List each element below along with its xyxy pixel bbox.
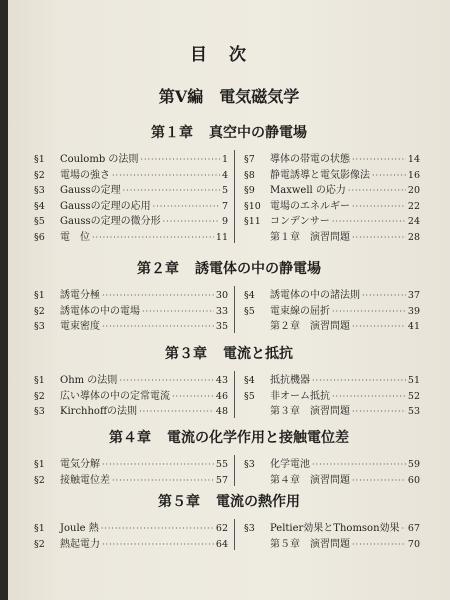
page-number: 48 — [215, 406, 228, 417]
section-title: 第２章 演習問題 — [270, 321, 350, 332]
section-title: 電場のエネルギー — [270, 200, 350, 212]
page-number: 33 — [215, 305, 228, 317]
page-number: 41 — [407, 321, 420, 332]
toc-entry[interactable] — [244, 402, 420, 418]
toc-entry[interactable] — [34, 471, 234, 487]
section-title: Maxwell の応力 — [270, 185, 346, 196]
toc-entry[interactable] — [34, 228, 234, 244]
toc-entry[interactable] — [244, 519, 420, 535]
toc-entry[interactable] — [244, 150, 420, 166]
toc-entry[interactable] — [34, 166, 234, 182]
section-number: §5 — [244, 390, 255, 402]
chapter-heading — [8, 258, 450, 280]
toc-entry[interactable] — [244, 387, 420, 403]
leader-dots — [102, 291, 214, 300]
leader-dots — [372, 171, 406, 180]
section-title: 電束密度 — [60, 321, 100, 332]
leader-dots — [352, 476, 406, 485]
page-number: 62 — [215, 523, 228, 534]
page-number: 11 — [215, 231, 228, 243]
page-number: 28 — [407, 231, 420, 243]
section-number: §3 — [34, 185, 45, 196]
page-number: 46 — [215, 390, 228, 402]
section-number: §4 — [244, 290, 255, 301]
section-number: §5 — [34, 216, 45, 227]
page-number: 1 — [221, 154, 228, 165]
page-number: 59 — [407, 459, 420, 470]
page-number: 67 — [407, 523, 420, 534]
section-title: 化学電池 — [270, 459, 310, 470]
section-title: Gaussの定理の応用 — [60, 200, 151, 212]
toc-entry[interactable] — [34, 197, 234, 213]
leader-dots — [348, 186, 406, 195]
toc-entry[interactable] — [34, 519, 234, 535]
chapter-number: 第２章 — [137, 261, 179, 277]
toc-column-left — [34, 150, 235, 243]
chapter-title: 電流の化学作用と接触電位差 — [167, 430, 349, 446]
leader-dots — [312, 376, 406, 385]
leader-dots — [102, 460, 214, 469]
section-title: Gaussの定理の微分形 — [60, 216, 161, 227]
section-title: 非オーム抵抗 — [270, 390, 330, 402]
section-number: §5 — [244, 305, 255, 317]
section-number: §2 — [34, 305, 45, 317]
section-title: Coulomb の法則 — [60, 154, 139, 165]
toc-entry[interactable] — [34, 387, 234, 403]
chapter-title: 真空中の静電場 — [209, 125, 307, 141]
leader-dots — [139, 407, 214, 416]
leader-dots — [352, 407, 406, 416]
toc-entry[interactable] — [244, 455, 420, 471]
toc-entry[interactable] — [34, 535, 234, 551]
section-number: §4 — [34, 200, 45, 212]
toc-entry[interactable] — [34, 286, 234, 302]
section-title: 電場の強さ — [60, 169, 110, 181]
page-number: 35 — [215, 321, 228, 332]
section-number: §3 — [244, 459, 255, 470]
section-title: 熱起電力 — [60, 538, 100, 550]
book-page — [8, 0, 450, 600]
page-number: 43 — [215, 375, 228, 386]
toc-entry[interactable] — [34, 317, 234, 333]
section-title: 第５章 演習問題 — [270, 538, 350, 550]
toc-entry[interactable] — [244, 212, 420, 228]
toc-column-right — [244, 455, 420, 486]
page-number: 16 — [407, 169, 420, 181]
page-number: 55 — [215, 459, 228, 470]
toc-entry[interactable] — [34, 455, 234, 471]
toc-entry[interactable] — [34, 212, 234, 228]
section-title: Kirchhoffの法則 — [60, 406, 138, 417]
toc-column-right — [244, 150, 420, 243]
page-number: 52 — [407, 390, 420, 402]
section-title: 広い導体の中の定常電流 — [60, 390, 170, 402]
toc-entry[interactable] — [34, 371, 234, 387]
section-title: 静電誘導と電気影像法 — [270, 169, 370, 181]
leader-dots — [153, 202, 220, 211]
leader-dots — [172, 392, 214, 401]
section-number: §3 — [34, 406, 45, 417]
leader-dots — [123, 186, 220, 195]
page-number: 24 — [407, 216, 420, 227]
leader-dots — [352, 155, 406, 164]
toc-entry[interactable] — [244, 302, 420, 318]
section-title: 誘電分極 — [60, 290, 100, 301]
chapter-heading — [8, 491, 450, 513]
toc-column-left — [34, 371, 235, 418]
leader-dots — [102, 540, 214, 549]
section-title: 第３章 演習問題 — [270, 406, 350, 417]
section-number: §3 — [244, 523, 255, 534]
leader-dots — [362, 291, 406, 300]
section-title: 電気分解 — [60, 459, 100, 470]
page-number: 51 — [407, 375, 420, 386]
section-number: §1 — [34, 154, 45, 165]
section-number: §3 — [34, 321, 45, 332]
section-number: §2 — [34, 390, 45, 402]
leader-dots — [352, 540, 406, 549]
section-title: 第４章 演習問題 — [270, 474, 350, 486]
leader-dots — [402, 524, 406, 533]
section-title: 接触電位差 — [60, 474, 110, 486]
section-number: §4 — [244, 375, 255, 386]
leader-dots — [119, 376, 214, 385]
section-title: Gaussの定理 — [60, 185, 121, 196]
leader-dots — [140, 155, 220, 164]
section-title: 電束線の屈折 — [270, 305, 330, 317]
toc-entry[interactable] — [244, 181, 420, 197]
chapter-block — [8, 427, 450, 486]
page-number: 5 — [221, 185, 228, 196]
toc-entry[interactable] — [34, 302, 234, 318]
section-number: §6 — [34, 231, 45, 243]
toc-entry[interactable] — [244, 166, 420, 182]
toc-entry[interactable] — [244, 535, 420, 551]
leader-dots — [332, 217, 406, 226]
section-title: 誘電体の中の諸法則 — [270, 290, 360, 301]
leader-dots — [112, 171, 220, 180]
leader-dots — [312, 460, 406, 469]
leader-dots — [352, 233, 406, 242]
section-title: 抵抗機器 — [270, 375, 310, 386]
section-number: §10 — [244, 200, 261, 212]
section-number: §2 — [34, 538, 45, 550]
page-number: 53 — [407, 406, 420, 417]
page-number: 70 — [407, 538, 420, 550]
chapter-heading — [8, 427, 450, 449]
chapter-block — [8, 343, 450, 417]
page-number: 20 — [407, 185, 420, 196]
chapter-number: 第５章 — [158, 494, 200, 510]
chapter-title: 電流の熱作用 — [216, 494, 300, 510]
toc-column-left — [34, 286, 235, 333]
toc-column-right — [244, 519, 420, 550]
toc-entry[interactable] — [34, 181, 234, 197]
page-number: 37 — [407, 290, 420, 301]
chapter-number: 第４章 — [109, 430, 151, 446]
leader-dots — [142, 307, 214, 316]
chapter-heading — [8, 122, 450, 144]
toc-column-left — [34, 519, 235, 550]
section-number: §8 — [244, 169, 255, 181]
toc-entry[interactable] — [34, 402, 234, 418]
leader-dots — [352, 322, 406, 331]
chapter-title: 電流と抵抗 — [223, 346, 293, 362]
toc-entry[interactable] — [244, 371, 420, 387]
section-title: Peltier効果とThomson効果 — [270, 523, 400, 534]
leader-dots — [332, 392, 406, 401]
section-title: コンデンサー — [270, 216, 330, 227]
section-title: 導体の帯電の状態 — [270, 154, 350, 165]
chapter-title: 誘電体の中の静電場 — [195, 261, 321, 277]
section-number: §1 — [34, 459, 45, 470]
section-title: Joule 熱 — [60, 523, 99, 534]
leader-dots — [352, 202, 406, 211]
page-number: 30 — [215, 290, 228, 301]
chapter-number: 第１章 — [151, 125, 193, 141]
page-number: 39 — [407, 305, 420, 317]
toc-title: 目次 — [190, 45, 268, 65]
toc-entry[interactable] — [244, 197, 420, 213]
toc-column-right — [244, 371, 420, 418]
page-number: 22 — [407, 200, 420, 212]
chapter-number: 第３章 — [165, 346, 207, 362]
page-number: 60 — [407, 474, 420, 486]
section-title: 誘電体の中の電場 — [60, 305, 140, 317]
section-number: §11 — [244, 216, 261, 227]
section-number: §2 — [34, 169, 45, 181]
part-title: 第Ⅴ編 電気磁気学 — [158, 87, 300, 106]
section-title: 電 位 — [60, 231, 90, 243]
section-title: Ohm の法則 — [60, 375, 118, 386]
leader-dots — [332, 307, 406, 316]
leader-dots — [112, 476, 214, 485]
chapter-block — [8, 122, 450, 243]
chapter-block — [8, 258, 450, 332]
page-number: 64 — [215, 538, 228, 550]
section-number: §7 — [244, 154, 255, 165]
page-number: 14 — [407, 154, 420, 165]
toc-entry[interactable] — [34, 150, 234, 166]
leader-dots — [92, 233, 214, 242]
section-title: 第１章 演習問題 — [270, 231, 350, 243]
toc-entry[interactable] — [244, 317, 420, 333]
chapter-heading — [8, 343, 450, 365]
toc-entry[interactable] — [244, 471, 420, 487]
leader-dots — [102, 322, 214, 331]
toc-column-right — [244, 286, 420, 333]
chapter-block — [8, 491, 450, 550]
section-number: §1 — [34, 375, 45, 386]
toc-entry[interactable] — [244, 286, 420, 302]
section-number: §9 — [244, 185, 255, 196]
page-number: 7 — [221, 200, 228, 212]
page-number: 9 — [221, 216, 228, 227]
leader-dots — [101, 524, 214, 533]
toc-column-left — [34, 455, 235, 486]
page-number: 4 — [221, 169, 228, 181]
section-number: §1 — [34, 290, 45, 301]
leader-dots — [163, 217, 220, 226]
section-number: §2 — [34, 474, 45, 486]
toc-entry[interactable] — [244, 228, 420, 244]
section-number: §1 — [34, 523, 45, 534]
page-number: 57 — [215, 474, 228, 486]
